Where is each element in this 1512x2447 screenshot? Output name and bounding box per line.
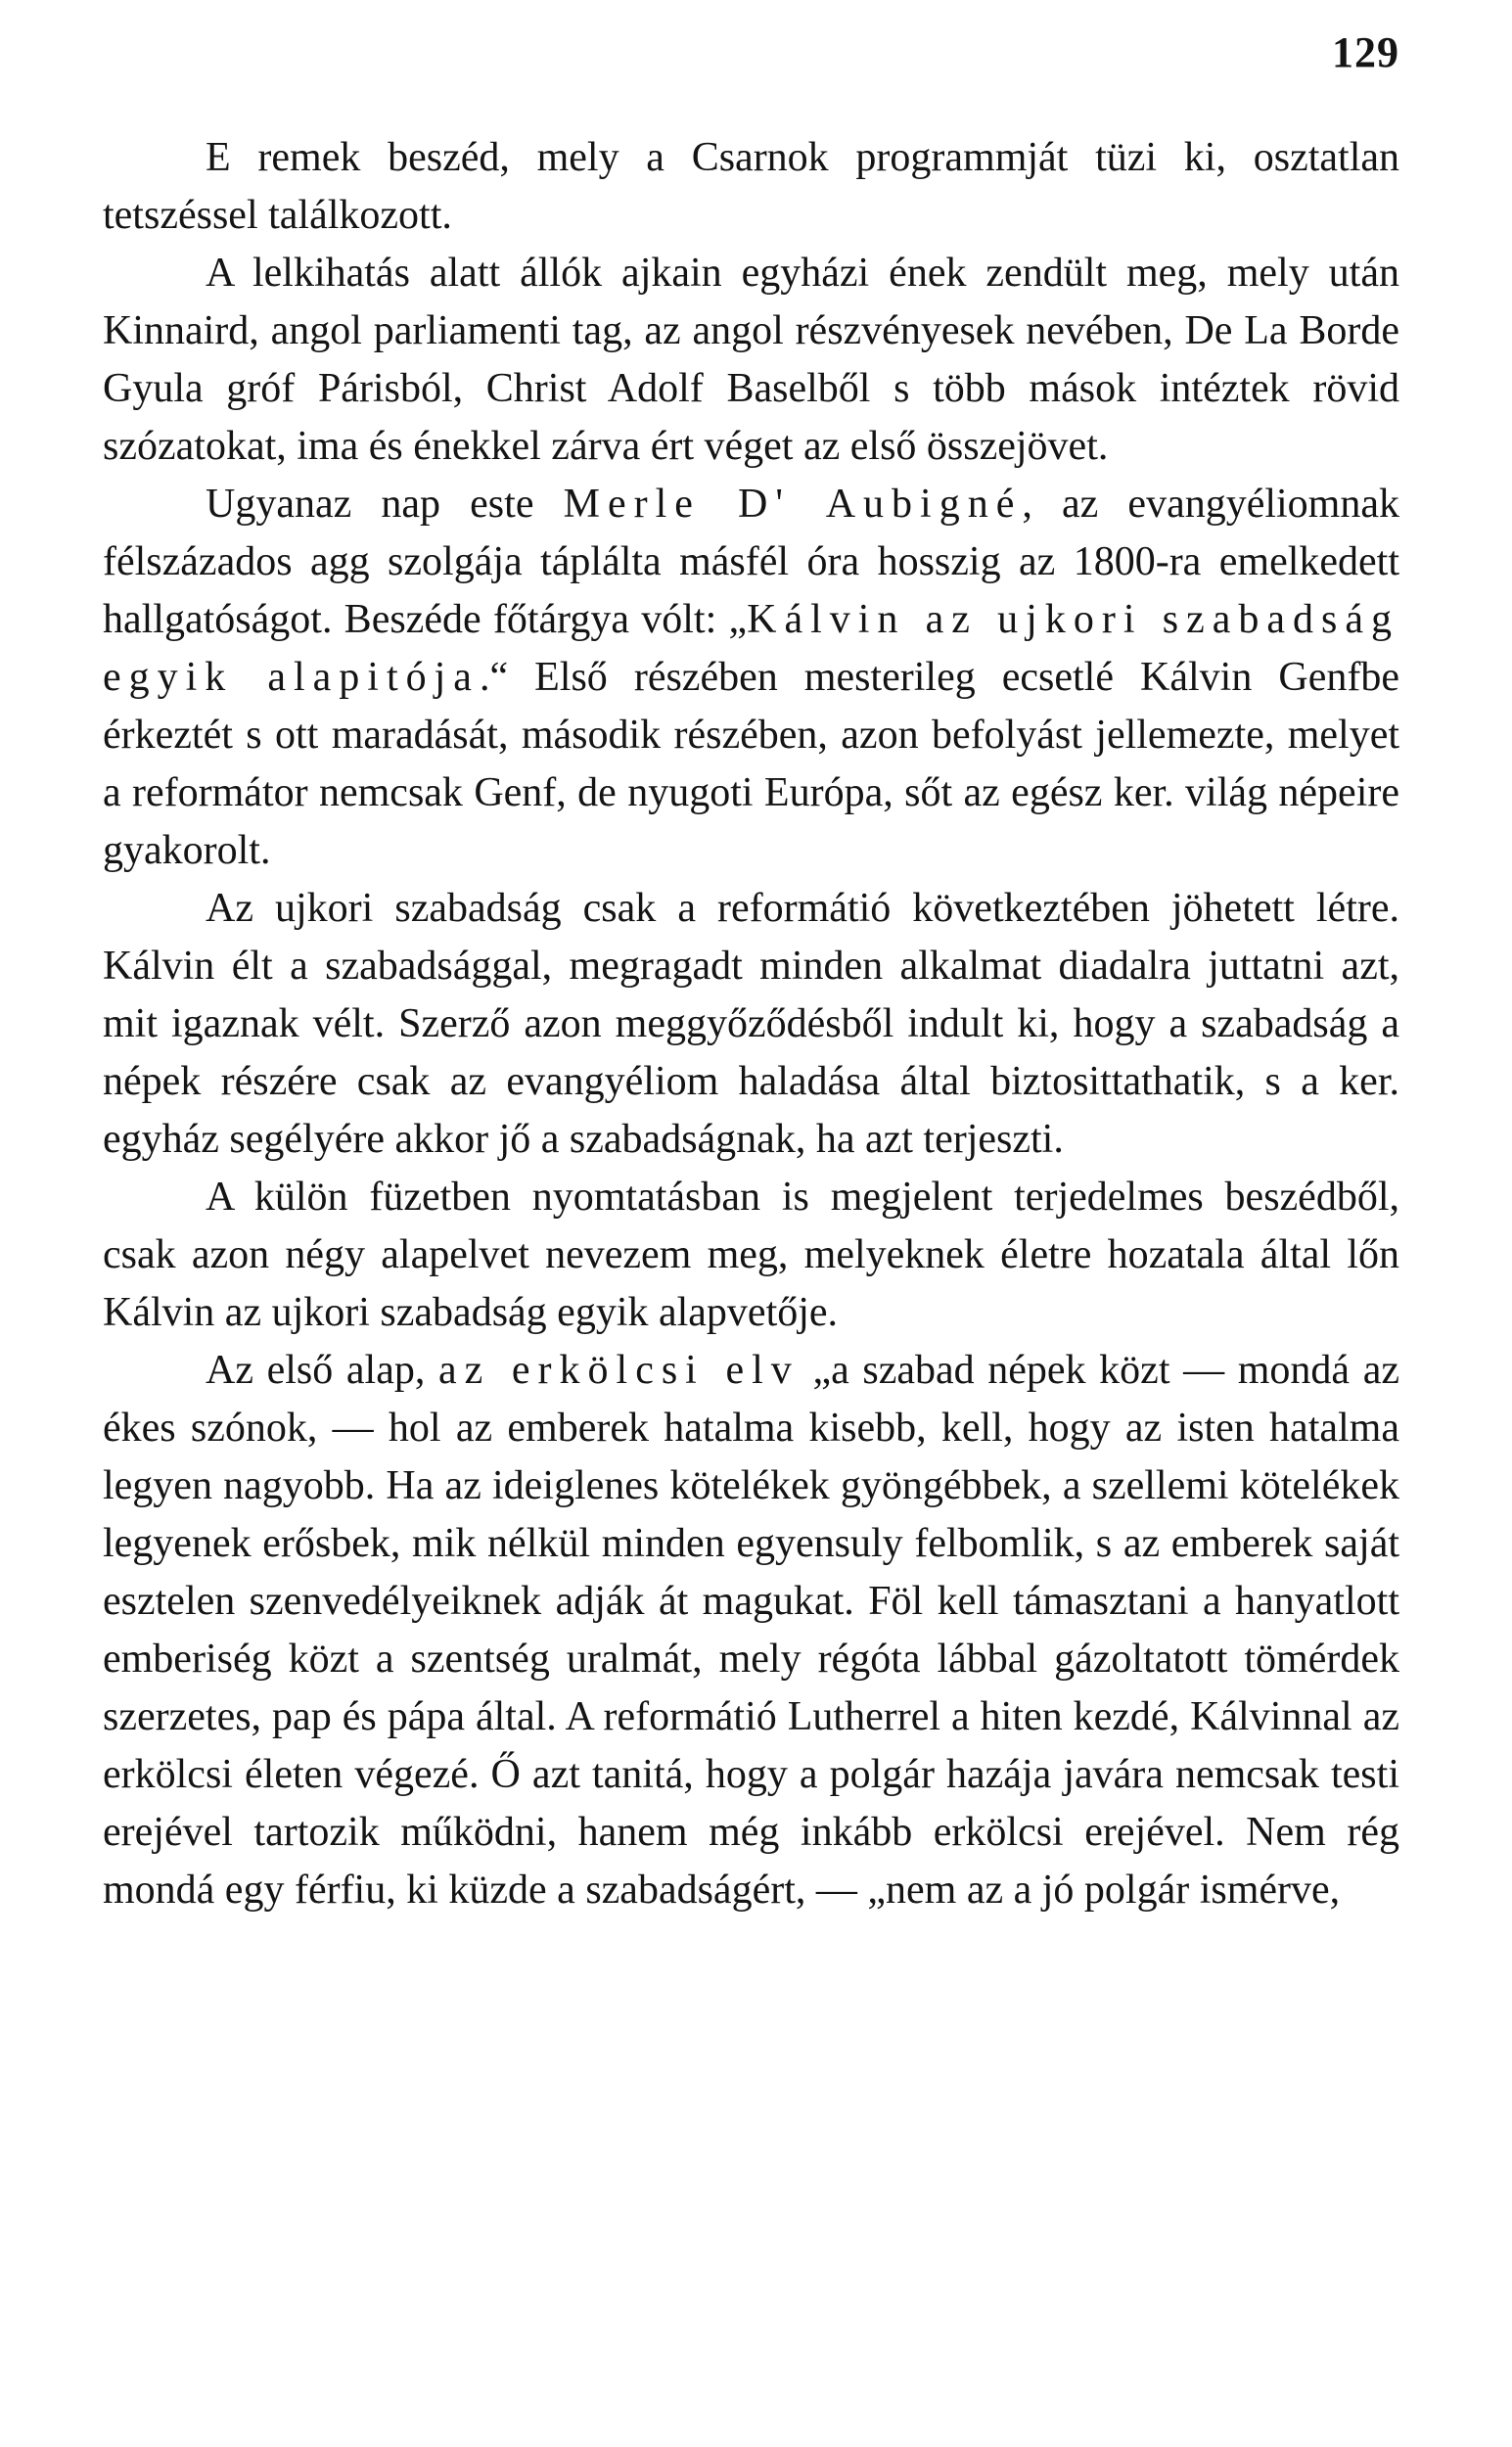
paragraph-6-text-after: „a szabad népek közt — mondá az ékes szónok, — hol az emberek hatalma kisebb, kell, hogy az isten hatalma legyen nagyobb. Ha az ideiglenes kötelékek gyöngébbek, a szellemi kötelékek legyenek erősbek, mik nélkül minden egyensuly felbomlik, s az emberek saját esztelen szenvedélyeiknek adják át magukat. Föl kell támasztani a hanyatlott emberiség közt a szentség uralmát, mely régóta lábbal gázoltatott tömérdek szerzetes, pap és pápa által. A reformátió Lutherrel a hiten kezdé, Kálvinnal az erkölcsi életen végezé. Ő azt tanitá, hogy a polgár hazája javára nemcsak testi erejével tartozik működni, hanem még inkább erkölcsi erejével. Nem rég mondá egy férfiu, ki küzde a szabadságért, — „nem az a jó polgár ismérve, bbox=[103, 1348, 1399, 1913]
paragraph-6 bbox=[103, 1342, 1399, 1919]
paragraph-6-text-before: Az első alap, bbox=[206, 1348, 438, 1393]
speaker-name: Merle D' Aubigné bbox=[563, 482, 1023, 527]
paragraph-1-text: E remek beszéd, mely a Csarnok programmját tüzi ki, osztatlan tetszéssel találkozott. bbox=[103, 135, 1399, 238]
paragraph-4-text: Az ujkori szabadság csak a reformátió következtében jöhetett létre. Kálvin élt a szabadsággal, megragadt minden alkalmat diadalra juttatni azt, mit igaznak vélt. Szerző azon meggyőződésből indult ki, hogy a szabadság a népek részére csak az evangyéliom haladása által biztosittathatik, s a ker. egyház segélyére akkor jő a szabadságnak, ha azt terjeszti. bbox=[103, 886, 1399, 1162]
paragraph-3-text-after: .“ Első részében mesterileg ecsetlé Kálvin Genfbe érkeztét s ott maradását, második részében, azon befolyást jellemezte, melyet a reformátor nemcsak Genf, de nyugoti Európa, sőt az egész ker. világ népeire gyakorolt. bbox=[103, 655, 1399, 873]
principle-term: az erkölcsi elv bbox=[437, 1348, 800, 1393]
paragraph-3-text-middle: , az evangyéliomnak félszázados agg szolgája táplálta másfél óra hosszig az 1800-ra emelkedett hallgatóságot. Beszéde főtárgya vólt: „ bbox=[103, 482, 1399, 642]
paragraph-1 bbox=[103, 129, 1399, 245]
paragraph-5 bbox=[103, 1169, 1399, 1342]
speech-title: Kálvin az ujkori szabadság egyik alapitója bbox=[103, 597, 1399, 700]
paragraph-2-text: A lelkihatás alatt állók ajkain egyházi ének zendült meg, mely után Kinnaird, angol parliamenti tag, az angol részvényesek nevében, De La Borde Gyula gróf Párisból, Christ Adolf Baselből s több mások intéztek rövid szózatokat, ima és énekkel zárva ért véget az első összejövet. bbox=[103, 251, 1399, 469]
paragraph-3 bbox=[103, 476, 1399, 880]
paragraph-5-text: A külön füzetben nyomtatásban is megjelent terjedelmes beszédből, csak azon négy alapelvet nevezem meg, melyeknek életre hozatala által lőn Kálvin az ujkori szabadság egyik alapvetője. bbox=[103, 1175, 1399, 1335]
body-text bbox=[103, 129, 1399, 1919]
paragraph-2 bbox=[103, 245, 1399, 476]
paragraph-4 bbox=[103, 880, 1399, 1169]
paragraph-3-text-before: Ugyanaz nap este bbox=[206, 482, 564, 527]
page-number: 129 bbox=[1332, 28, 1399, 76]
